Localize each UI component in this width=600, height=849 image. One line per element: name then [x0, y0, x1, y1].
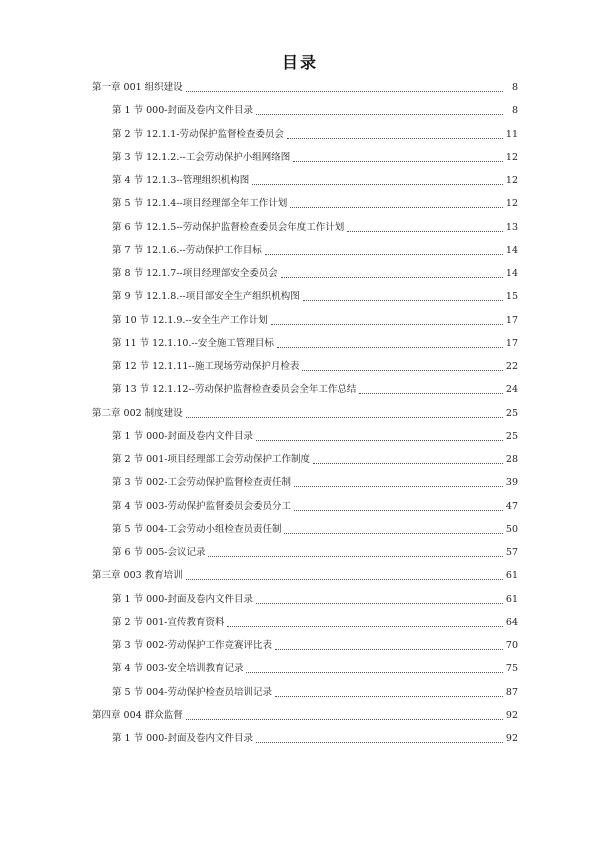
- toc-entry-label: 第 6 节 12.1.5--劳动保护监督检查委员会年度工作计划: [112, 221, 345, 233]
- toc-section-entry[interactable]: [112, 475, 518, 491]
- toc-section-entry[interactable]: [112, 522, 518, 538]
- toc-section-entry[interactable]: [112, 592, 518, 608]
- toc-section-entry[interactable]: [112, 289, 518, 305]
- toc-section-entry[interactable]: [112, 313, 518, 329]
- toc-entry-page-number: 15: [505, 291, 518, 303]
- toc-entry-page-number: 50: [505, 523, 518, 535]
- toc-entry-label: 第 4 节 003-劳动保护监督委员会委员分工: [112, 500, 291, 512]
- toc-chapter-entry[interactable]: [92, 406, 518, 422]
- toc-entry-page-number: 92: [505, 733, 518, 744]
- toc-entry-page-number: 14: [505, 244, 518, 256]
- toc-section-entry[interactable]: [112, 196, 518, 212]
- toc-section-entry[interactable]: [112, 661, 518, 677]
- toc-entry-label: 第 13 节 12.1.12--劳动保护监督检查委员会全年工作总结: [112, 384, 357, 396]
- toc-entry-page-number: 11: [505, 128, 518, 140]
- toc-section-entry[interactable]: [112, 685, 518, 701]
- dot-leader: [186, 416, 503, 418]
- dot-leader: [256, 439, 503, 441]
- toc-chapter-entry[interactable]: [92, 80, 518, 96]
- dot-leader: [287, 137, 503, 139]
- toc-section-entry[interactable]: [112, 615, 518, 631]
- toc-entry-page-number: 24: [505, 384, 518, 396]
- dot-leader: [359, 392, 503, 394]
- dot-leader: [290, 206, 503, 208]
- toc-entry-page-number: 64: [505, 616, 518, 628]
- dot-leader: [293, 160, 503, 162]
- toc-entry-page-number: 75: [505, 663, 518, 675]
- dot-leader: [186, 578, 503, 580]
- toc-entry-label: 第 5 节 004-工会劳动小组检查员责任制: [112, 523, 282, 535]
- dot-leader: [313, 462, 503, 464]
- dot-leader: [256, 602, 503, 604]
- toc-entry-page-number: 8: [511, 105, 518, 117]
- dot-leader: [294, 485, 503, 487]
- toc-entry-page-number: 12: [505, 175, 518, 186]
- toc-entry-label: 第 10 节 12.1.9.--安全生产工作计划: [112, 314, 268, 326]
- toc-entry-page-number: 25: [505, 407, 518, 419]
- toc-entry-label: 第一章 001 组织建设: [92, 82, 183, 93]
- dot-leader: [275, 648, 503, 650]
- toc-entry-page-number: 22: [505, 361, 518, 372]
- dot-leader: [208, 555, 502, 557]
- dot-leader: [186, 718, 503, 720]
- toc-entry-label: 第 8 节 12.1.7--项目经理部安全委员会: [112, 268, 278, 279]
- toc-entry-label: 第二章 002 制度建设: [92, 407, 183, 419]
- toc-entry-page-number: 92: [505, 709, 518, 721]
- toc-entry-label: 第四章 004 群众监督: [92, 709, 183, 721]
- toc-entry-page-number: 61: [505, 593, 518, 605]
- toc-entry-page-number: 61: [505, 570, 518, 582]
- toc-entry-page-number: 87: [505, 686, 518, 698]
- toc-entry-label: 第三章 003 教育培训: [92, 570, 183, 582]
- toc-entry-label: 第 12 节 12.1.11--施工现场劳动保护月检表: [112, 361, 300, 372]
- toc-entry-page-number: 47: [505, 500, 518, 512]
- dot-leader: [246, 671, 502, 673]
- dot-leader: [303, 299, 503, 301]
- toc-section-entry[interactable]: [112, 429, 518, 445]
- toc-entry-page-number: 25: [505, 430, 518, 442]
- toc-entry-label: 第 7 节 12.1.6.--劳动保护工作目标: [112, 244, 262, 256]
- toc-section-entry[interactable]: [112, 103, 518, 119]
- dot-leader: [277, 346, 503, 348]
- toc-section-entry[interactable]: [112, 731, 518, 747]
- toc-section-entry[interactable]: [112, 545, 518, 561]
- toc-section-entry[interactable]: [112, 173, 518, 189]
- toc-entry-label: 第 1 节 000-封面及卷内文件目录: [112, 105, 253, 117]
- toc-section-entry[interactable]: [112, 220, 518, 236]
- toc-entry-label: 第 2 节 001-宣传教育资料: [112, 616, 225, 628]
- toc-entry-page-number: 39: [505, 477, 518, 489]
- toc-entry-label: 第 2 节 12.1.1-劳动保护监督检查委员会: [112, 128, 285, 140]
- dot-leader: [281, 276, 503, 278]
- toc-entry-label: 第 5 节 12.1.4--项目经理部全年工作计划: [112, 198, 288, 210]
- toc-entry-label: 第 11 节 12.1.10.--安全施工管理目标: [112, 337, 274, 349]
- dot-leader: [265, 253, 503, 255]
- toc-section-entry[interactable]: [112, 243, 518, 259]
- toc-entry-label: 第 5 节 004-劳动保护检查员培训记录: [112, 686, 272, 698]
- toc-section-entry[interactable]: [112, 127, 518, 143]
- dot-leader: [186, 90, 503, 92]
- toc-entry-label: 第 3 节 002-劳动保护工作竞赛评比表: [112, 640, 272, 651]
- dot-leader: [252, 183, 503, 185]
- dot-leader: [294, 509, 503, 511]
- toc-section-entry[interactable]: [112, 382, 518, 398]
- toc-section-entry[interactable]: [112, 266, 518, 282]
- toc-entry-page-number: 17: [505, 314, 518, 326]
- toc-section-entry[interactable]: [112, 499, 518, 515]
- toc-section-entry[interactable]: [112, 150, 518, 166]
- toc-entry-page-number: 57: [505, 547, 518, 558]
- toc-section-entry[interactable]: [112, 638, 518, 654]
- dot-leader: [227, 625, 502, 627]
- toc-entry-label: 第 3 节 002-工会劳动保护监督检查责任制: [112, 477, 291, 489]
- toc-entry-label: 第 6 节 005-会议记录: [112, 547, 206, 558]
- dot-leader: [256, 113, 503, 115]
- toc-entry-page-number: 17: [505, 337, 518, 349]
- toc-chapter-entry[interactable]: [92, 708, 518, 724]
- toc-entry-label: 第 1 节 000-封面及卷内文件目录: [112, 430, 253, 442]
- page-title: 目录: [281, 53, 318, 72]
- dot-leader: [275, 695, 503, 697]
- toc-section-entry[interactable]: [112, 336, 518, 352]
- dot-leader: [284, 532, 502, 534]
- toc-section-entry[interactable]: [112, 359, 518, 375]
- toc-entry-page-number: 70: [505, 640, 518, 651]
- toc-entry-label: 第 9 节 12.1.8.--项目部安全生产组织机构图: [112, 291, 300, 303]
- toc-entry-page-number: 14: [505, 268, 518, 279]
- toc-entry-page-number: 12: [505, 198, 518, 210]
- toc-chapter-entry[interactable]: [92, 568, 518, 584]
- toc-entry-label: 第 4 节 003-安全培训教育记录: [112, 663, 244, 675]
- dot-leader: [271, 323, 503, 325]
- dot-leader: [256, 741, 503, 743]
- dot-leader: [302, 369, 503, 371]
- toc-entry-label: 第 3 节 12.1.2.--工会劳动保护小组网络图: [112, 151, 291, 163]
- toc-entry-label: 第 4 节 12.1.3--管理组织机构图: [112, 175, 250, 186]
- toc-section-entry[interactable]: [112, 452, 518, 468]
- toc-entry-page-number: 13: [505, 221, 518, 233]
- dot-leader: [347, 230, 503, 232]
- toc-entry-label: 第 1 节 000-封面及卷内文件目录: [112, 593, 253, 605]
- toc-entry-page-number: 8: [511, 82, 518, 93]
- toc-entry-page-number: 28: [505, 454, 518, 465]
- toc-entry-label: 第 2 节 001-项目经理部工会劳动保护工作制度: [112, 454, 310, 465]
- toc-entry-page-number: 12: [505, 151, 518, 163]
- toc-entry-label: 第 1 节 000-封面及卷内文件目录: [112, 733, 253, 744]
